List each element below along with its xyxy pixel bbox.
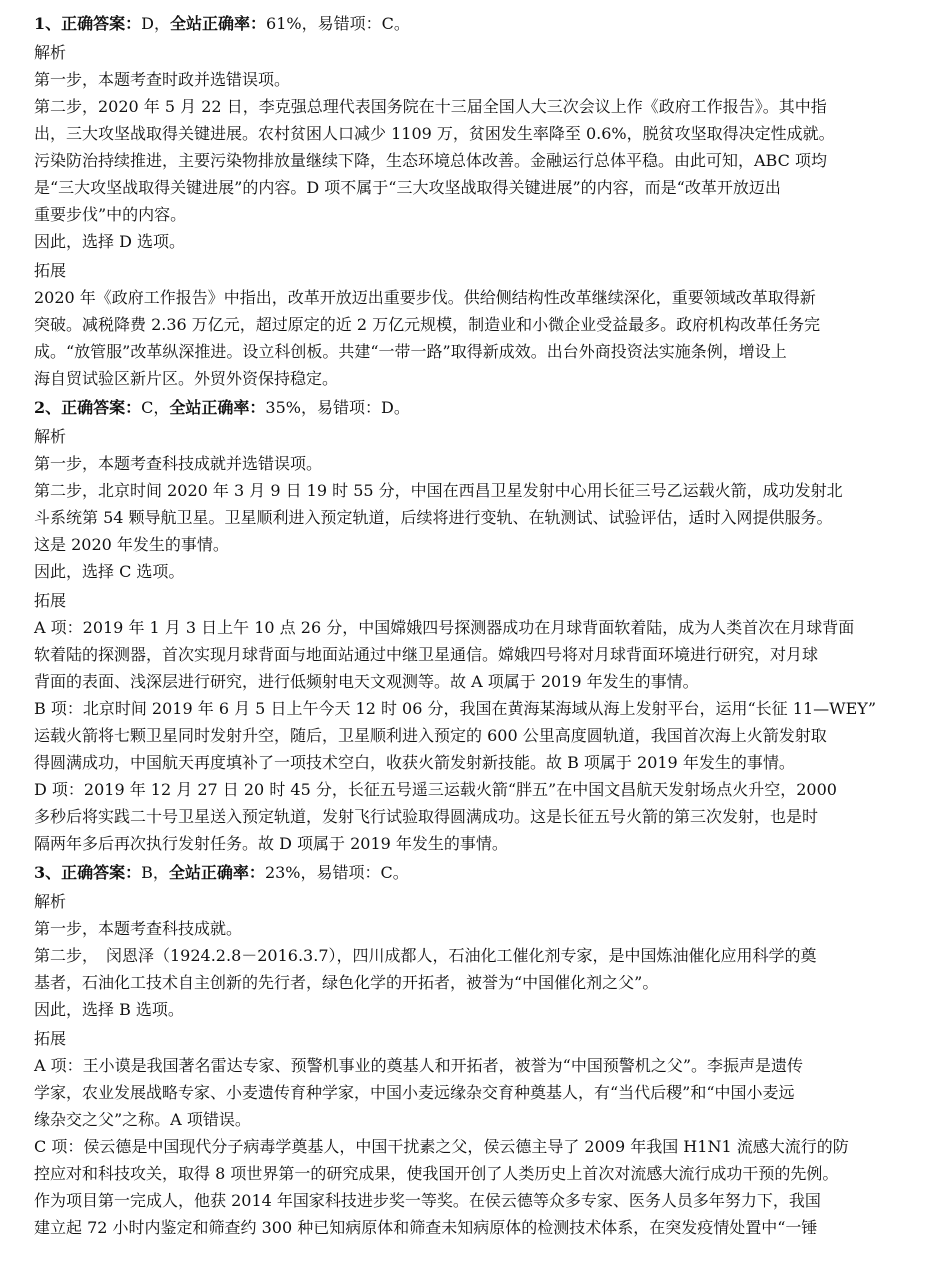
extend-title: 拓展	[34, 261, 67, 280]
text-line: 控应对和科技攻关，取得 8 项世界第一的研究成果，使我国开创了人类历史上首次对流感大流行成功干预的先例。	[34, 1164, 839, 1183]
text-line: 斗系统第 54 颗导航卫星。卫星顺利进入预定轨道，后续将进行变轨、在轨测试、试验评估，适时入网提供服务。	[34, 508, 833, 527]
extend-paragraph	[34, 614, 922, 857]
text-line: A 项：2019 年 1 月 3 日上午 10 点 26 分，中国嫦娥四号探测器成功在月球背面软着陆，成为人类首次在月球背面	[34, 618, 855, 637]
text-line: 背面的表面、浅深层进行研究，进行低频射电天文观测等。故 A 项属于 2019 年发生的事情。	[34, 672, 699, 691]
text-line: 突破。减税降费 2.36 万亿元，超过原定的近 2 万亿元规模，制造业和小微企业受益最多。政府机构改革任务完	[34, 315, 821, 334]
extend-paragraph	[34, 1052, 922, 1241]
answer-value: C，	[141, 398, 170, 417]
text-line: 建立起 72 小时内鉴定和筛查约 300 种已知病原体和筛查未知病原体的检测技术体系，在突发疫情处置中“一锤	[34, 1218, 818, 1237]
question-2-header	[34, 394, 922, 421]
analysis-paragraph	[34, 915, 922, 1023]
analysis-title: 解析	[34, 427, 67, 446]
analysis-title: 解析	[34, 43, 67, 62]
text-line: 海自贸试验区新片区。外贸外资保持稳定。	[34, 369, 339, 388]
text-line: D 项：2019 年 12 月 27 日 20 时 45 分，长征五号遥三运载火箭“胖五”在中国文昌航天发射场点火升空，2000	[34, 780, 837, 799]
text-line: 是“三大攻坚战取得关键进展”的内容。D 项不属于“三大攻坚战取得关键进展”的内容，而是“改革开放迈出	[34, 178, 781, 197]
text-line: 缘杂交之父”之称。A 项错误。	[34, 1110, 251, 1129]
rate-value: 61%，	[266, 14, 318, 33]
analysis-paragraph	[34, 450, 922, 585]
question-number: 2、	[34, 398, 62, 417]
text-line: 第一步，本题考查科技成就并选错误项。	[34, 454, 323, 473]
text-line: 重要步伐”中的内容。	[34, 205, 187, 224]
wrong-value: D。	[381, 398, 410, 417]
text-line: 这是 2020 年发生的事情。	[34, 535, 229, 554]
extend-title: 拓展	[34, 591, 67, 610]
analysis-title: 解析	[34, 892, 67, 911]
text-line: 多秒后将实践二十号卫星送入预定轨道，发射飞行试验取得圆满成功。这是长征五号火箭的第三次发射，也是时	[34, 807, 819, 826]
extend-paragraph	[34, 284, 922, 392]
question-number: 1、	[34, 14, 62, 33]
rate-label: 全站正确率：	[170, 14, 267, 33]
answer-value: B，	[141, 863, 169, 882]
extend-title: 拓展	[34, 1029, 67, 1048]
answer-label: 正确答案：	[61, 14, 142, 33]
wrong-value: C。	[381, 14, 410, 33]
text-line: 第二步， 闵恩泽（1924.2.8－2016.3.7），四川成都人，石油化工催化剂专家，是中国炼油催化应用科学的奠	[34, 946, 817, 965]
text-line: 2020 年《政府工作报告》中指出，改革开放迈出重要步伐。供给侧结构性改革继续深化，重要领域改革取得新	[34, 288, 816, 307]
wrong-label: 易错项：	[316, 863, 381, 882]
text-line: 因此，选择 C 选项。	[34, 562, 185, 581]
text-line: A 项：王小谟是我国著名雷达专家、预警机事业的奠基人和开拓者，被誉为“中国预警机之父”。李振声是遗传	[34, 1056, 804, 1075]
text-line: 成。“放管服”改革纵深推进。设立科创板。共建“一带一路”取得新成效。出台外商投资法实施条例，增设上	[34, 342, 787, 361]
rate-value: 23%，	[264, 863, 317, 882]
text-line: 第二步，北京时间 2020 年 3 月 9 日 19 时 55 分，中国在西昌卫星发射中心用长征三号乙运载火箭，成功发射北	[34, 481, 843, 500]
rate-label: 全站正确率：	[169, 398, 266, 417]
question-3-header	[34, 859, 922, 886]
text-line: 学家，农业发展战略专家、小麦遗传育种学家，中国小麦远缘杂交育种奠基人，有“当代后稷”和“中国小麦远	[34, 1083, 795, 1102]
question-1-header	[34, 10, 922, 37]
text-line: 得圆满成功，中国航天再度填补了一项技术空白，收获火箭发射新技能。故 B 项属于 2019 年发生的事情。	[34, 753, 795, 772]
text-line: 基者，石油化工技术自主创新的先行者，绿色化学的开拓者，被誉为“中国催化剂之父”。	[34, 973, 659, 992]
rate-label: 全站正确率：	[168, 863, 265, 882]
wrong-value: C。	[380, 863, 409, 882]
text-line: 第二步，2020 年 5 月 22 日，李克强总理代表国务院在十三届全国人大三次会议上作《政府工作报告》。其中指	[34, 97, 827, 116]
text-line: C 项：侯云德是中国现代分子病毒学奠基人，中国干扰素之父，侯云德主导了 2009 年我国 H1N1 流感大流行的防	[34, 1137, 849, 1156]
answer-value: D，	[141, 14, 170, 33]
text-line: 因此，选择 D 选项。	[34, 232, 186, 251]
text-line: 出，三大攻坚战取得关键进展。农村贫困人口减少 1109 万，贫困发生率降至 0.6%，脱贫攻坚取得决定性成就。	[34, 124, 835, 143]
analysis-paragraph	[34, 66, 922, 255]
rate-value: 35%，	[265, 398, 317, 417]
wrong-label: 易错项：	[317, 14, 382, 33]
text-line: 污染防治持续推进，主要污染物排放量继续下降，生态环境总体改善。金融运行总体平稳。由此可知，ABC 项均	[34, 151, 827, 170]
text-line: 第一步，本题考查科技成就。	[34, 919, 243, 938]
answer-label: 正确答案：	[61, 398, 142, 417]
text-line: 作为项目第一完成人，他获 2014 年国家科技进步奖一等奖。在侯云德等众多专家、医务人员多年努力下，我国	[34, 1191, 821, 1210]
text-line: 第一步，本题考查时政并选错误项。	[34, 70, 291, 89]
text-line: 因此，选择 B 选项。	[34, 1000, 184, 1019]
text-line: B 项：北京时间 2019 年 6 月 5 日上午今天 12 时 06 分，我国在黄海某海域从海上发射平台，运用“长征 11—WEY”	[34, 699, 876, 718]
text-line: 软着陆的探测器，首次实现月球背面与地面站通过中继卫星通信。嫦娥四号将对月球背面环境进行研究，对月球	[34, 645, 819, 664]
question-number: 3、	[34, 863, 62, 882]
text-line: 隔两年多后再次执行发射任务。故 D 项属于 2019 年发生的事情。	[34, 834, 508, 853]
wrong-label: 易错项：	[317, 398, 382, 417]
answer-label: 正确答案：	[61, 863, 142, 882]
text-line: 运载火箭将七颗卫星同时发射升空，随后，卫星顺利进入预定的 600 公里高度圆轨道，我国首次海上火箭发射取	[34, 726, 827, 745]
